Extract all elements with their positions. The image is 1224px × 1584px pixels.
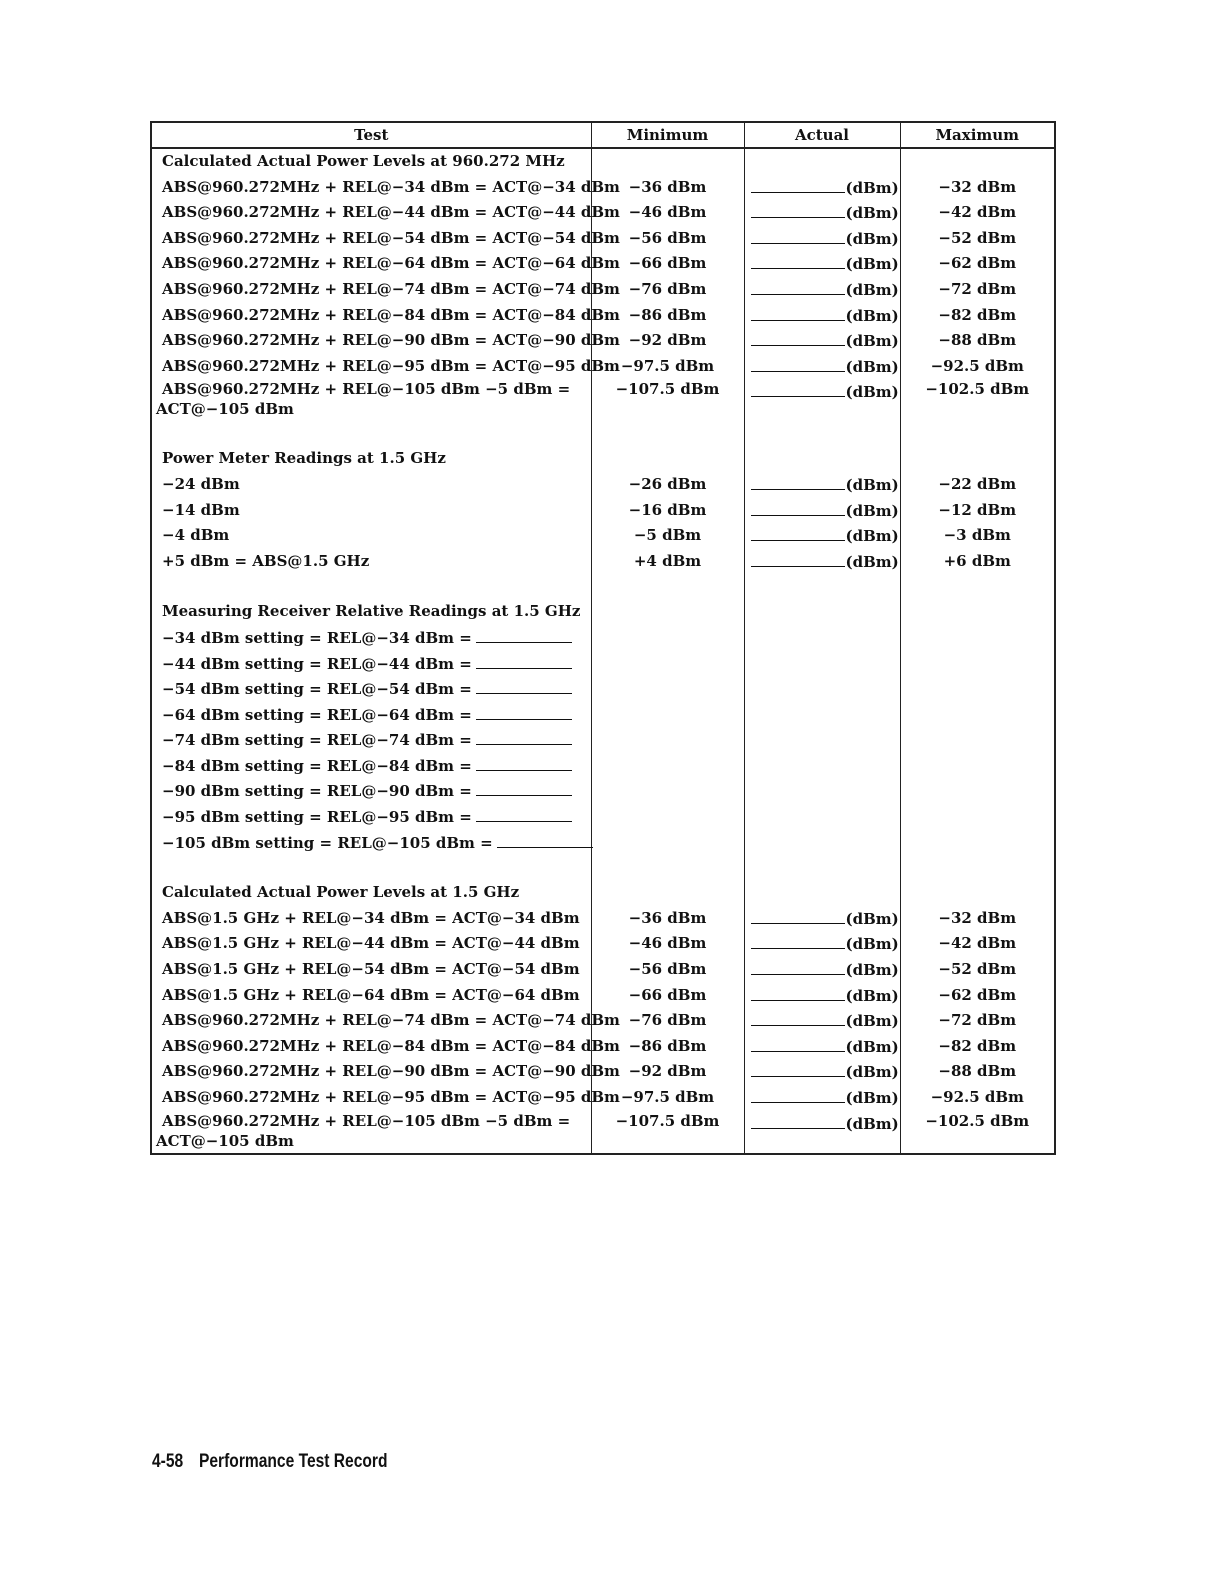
section-spacer (745, 574, 900, 599)
test-text: ABS@1.5 GHz + REL@−44 dBm = ACT@−44 dBm (162, 934, 580, 953)
test-text: ABS@960.272MHz + REL@−74 dBm = ACT@−74 dBm (162, 279, 620, 298)
table-body-row (151, 148, 1055, 1154)
actual-unit: (dBm) (845, 357, 899, 376)
actual-entry (745, 676, 900, 702)
test-text: −44 dBm setting = REL@−44 dBm = (162, 654, 472, 673)
actual-entry (745, 498, 900, 524)
empty-cell (592, 880, 744, 906)
actual-unit: (dBm) (845, 986, 899, 1005)
actual-entry (745, 472, 900, 498)
minimum-value (592, 676, 744, 702)
test-description (152, 702, 591, 728)
reading-entry-blank[interactable] (476, 727, 572, 745)
section-spacer (592, 574, 744, 599)
empty-cell (745, 149, 900, 175)
actual-entry (745, 778, 900, 804)
actual-entry (745, 983, 900, 1009)
actual-unit: (dBm) (845, 475, 899, 494)
test-description (152, 175, 620, 201)
minimum-value: −76 dBm (628, 279, 707, 298)
maximum-value: −72 dBm (938, 279, 1017, 298)
minimum-value (592, 702, 744, 728)
minimum-value: −107.5 dBm (615, 380, 720, 399)
actual-entry-blank[interactable] (751, 328, 845, 346)
actual-entry-blank[interactable] (751, 931, 845, 949)
test-column (151, 148, 620, 1154)
test-description (152, 549, 591, 575)
test-description (152, 354, 620, 380)
reading-entry-blank[interactable] (476, 651, 572, 669)
empty-cell (901, 149, 1055, 175)
actual-entry (745, 753, 900, 779)
actual-entry-blank[interactable] (751, 1034, 845, 1052)
header-maximum: Maximum (900, 122, 1055, 148)
test-text-continued: ACT@−105 dBm (156, 1131, 294, 1150)
actual-entry (745, 549, 900, 575)
empty-cell (745, 446, 900, 472)
maximum-value: −102.5 dBm (925, 380, 1030, 399)
empty-cell (745, 599, 900, 625)
actual-unit: (dBm) (845, 280, 899, 299)
actual-entry (745, 906, 900, 932)
test-text: ABS@960.272MHz + REL@−84 dBm = ACT@−84 dBm (162, 1036, 620, 1055)
test-text: −90 dBm setting = REL@−90 dBm = (162, 782, 472, 801)
test-description (152, 983, 591, 1009)
test-description (152, 957, 591, 983)
maximum-value (901, 753, 1055, 779)
test-description (152, 651, 591, 677)
test-description (152, 328, 620, 354)
actual-entry (745, 354, 900, 380)
maximum-value: −102.5 dBm (925, 1111, 1030, 1130)
actual-entry (745, 830, 900, 856)
test-description (152, 931, 591, 957)
maximum-value: +6 dBm (943, 551, 1011, 570)
test-text: ABS@960.272MHz + REL@−54 dBm = ACT@−54 dBm (162, 228, 620, 247)
test-text: ABS@960.272MHz + REL@−44 dBm = ACT@−44 dBm (162, 203, 620, 222)
section-spacer (152, 421, 591, 446)
section-spacer (592, 855, 744, 880)
actual-entry-blank[interactable] (751, 277, 845, 295)
reading-entry-blank[interactable] (497, 830, 593, 848)
maximum-value (901, 727, 1055, 753)
actual-unit: (dBm) (845, 332, 899, 351)
actual-entry (745, 277, 900, 303)
minimum-value: −46 dBm (628, 203, 707, 222)
actual-unit: (dBm) (845, 178, 899, 197)
test-text: −34 dBm setting = REL@−34 dBm = (162, 628, 472, 647)
minimum-value: −97.5 dBm (620, 1088, 715, 1106)
actual-entry-blank[interactable] (751, 957, 845, 975)
empty-cell (592, 149, 744, 175)
actual-unit: (dBm) (845, 1063, 899, 1082)
reading-entry-blank[interactable] (476, 778, 572, 796)
actual-unit: (dBm) (845, 1012, 899, 1031)
test-description (152, 676, 591, 702)
maximum-value: −3 dBm (943, 526, 1011, 545)
test-record-table-wrap (150, 121, 1054, 1155)
test-text: −4 dBm (162, 526, 230, 545)
minimum-value (592, 830, 744, 856)
empty-cell (592, 446, 744, 472)
test-text: −74 dBm setting = REL@−74 dBm = (162, 731, 472, 750)
reading-entry-blank[interactable] (476, 676, 572, 694)
performance-test-record-table (150, 121, 1056, 1155)
test-text: −54 dBm setting = REL@−54 dBm = (162, 680, 472, 699)
test-text: ABS@960.272MHz + REL@−90 dBm = ACT@−90 dBm (162, 1062, 620, 1081)
minimum-value (592, 753, 744, 779)
test-text: ABS@960.272MHz + REL@−105 dBm −5 dBm = (162, 1111, 571, 1130)
maximum-value: −22 dBm (938, 474, 1017, 493)
minimum-value (592, 804, 744, 830)
minimum-value: +4 dBm (633, 551, 702, 570)
actual-entry (745, 1008, 900, 1034)
maximum-value (901, 804, 1055, 830)
test-text: ABS@960.272MHz + REL@−105 dBm −5 dBm = (162, 380, 571, 399)
maximum-column (900, 148, 1055, 1154)
maximum-value (901, 625, 1055, 651)
actual-entry (745, 200, 900, 226)
actual-entry (745, 1111, 900, 1153)
actual-unit: (dBm) (845, 255, 899, 274)
actual-unit: (dBm) (845, 1114, 899, 1133)
actual-entry-blank[interactable] (751, 1008, 845, 1026)
actual-entry (745, 957, 900, 983)
minimum-value: −26 dBm (628, 474, 707, 493)
minimum-value: −16 dBm (628, 500, 707, 519)
actual-entry-blank[interactable] (751, 379, 845, 397)
header-minimum: Minimum (591, 122, 744, 148)
empty-cell (745, 880, 900, 906)
test-text: ABS@1.5 GHz + REL@−54 dBm = ACT@−54 dBm (162, 960, 580, 979)
test-description (152, 804, 591, 830)
test-description (152, 830, 591, 856)
minimum-value: −66 dBm (628, 254, 707, 273)
test-text: ABS@1.5 GHz + REL@−34 dBm = ACT@−34 dBm (162, 908, 580, 927)
actual-entry (745, 804, 900, 830)
test-text: ABS@960.272MHz + REL@−34 dBm = ACT@−34 dBm (162, 177, 620, 196)
actual-entry-blank[interactable] (751, 523, 845, 541)
empty-cell (901, 446, 1055, 472)
header-actual: Actual (744, 122, 900, 148)
test-description (152, 277, 620, 303)
minimum-value: −92 dBm (628, 331, 707, 350)
maximum-value: −32 dBm (938, 177, 1017, 196)
actual-unit: (dBm) (845, 306, 899, 325)
minimum-value: −86 dBm (628, 305, 707, 324)
actual-unit: (dBm) (845, 204, 899, 223)
actual-entry (745, 379, 900, 421)
test-text: ABS@960.272MHz + REL@−90 dBm = ACT@−90 dBm (162, 331, 620, 350)
maximum-value: −88 dBm (938, 1062, 1017, 1081)
section-spacer (592, 421, 744, 446)
minimum-value (592, 625, 744, 651)
empty-cell (901, 880, 1055, 906)
section-spacer (152, 574, 591, 599)
minimum-value: −36 dBm (628, 908, 707, 927)
minimum-value: −76 dBm (628, 1011, 707, 1030)
actual-entry (745, 625, 900, 651)
actual-entry-blank[interactable] (751, 1111, 845, 1129)
actual-unit: (dBm) (845, 1037, 899, 1056)
page-number: 4-58 (152, 1451, 184, 1472)
reading-entry-blank[interactable] (476, 753, 572, 771)
actual-unit: (dBm) (845, 552, 899, 571)
section-heading: Power Meter Readings at 1.5 GHz (162, 449, 446, 468)
test-text: −84 dBm setting = REL@−84 dBm = (162, 756, 472, 775)
actual-entry-blank[interactable] (751, 549, 845, 567)
minimum-value: −56 dBm (628, 960, 707, 979)
section-heading: Calculated Actual Power Levels at 1.5 GHz (162, 883, 520, 902)
test-description (152, 778, 591, 804)
footer-title: Performance Test Record (198, 1451, 388, 1472)
test-description (152, 200, 620, 226)
section-spacer (901, 574, 1055, 599)
test-text: ABS@960.272MHz + REL@−84 dBm = ACT@−84 dBm (162, 305, 620, 324)
maximum-value: −42 dBm (938, 934, 1017, 953)
actual-entry (745, 303, 900, 329)
minimum-value: −66 dBm (628, 985, 707, 1004)
actual-entry-blank[interactable] (751, 906, 845, 924)
maximum-value: −12 dBm (938, 500, 1017, 519)
section-spacer (745, 855, 900, 880)
actual-unit: (dBm) (845, 935, 899, 954)
minimum-value: −36 dBm (628, 177, 707, 196)
test-description (152, 753, 591, 779)
actual-entry (745, 702, 900, 728)
test-description (152, 1059, 620, 1085)
test-description (152, 1034, 620, 1060)
table-header-row (151, 122, 1055, 148)
actual-unit: (dBm) (845, 229, 899, 248)
empty-cell (592, 599, 744, 625)
actual-unit: (dBm) (845, 501, 899, 520)
maximum-value (901, 676, 1055, 702)
minimum-value (592, 727, 744, 753)
actual-entry-blank[interactable] (751, 303, 845, 321)
test-description (152, 1008, 620, 1034)
test-text: −105 dBm setting = REL@−105 dBm = (162, 833, 493, 852)
actual-entry-blank[interactable] (751, 175, 845, 193)
maximum-value: −82 dBm (938, 305, 1017, 324)
actual-entry-blank[interactable] (751, 354, 845, 372)
test-description (152, 727, 591, 753)
actual-unit: (dBm) (845, 383, 899, 402)
test-text: −64 dBm setting = REL@−64 dBm = (162, 705, 472, 724)
maximum-value (901, 830, 1055, 856)
minimum-value: −5 dBm (633, 526, 702, 545)
minimum-column (591, 148, 744, 1154)
actual-entry-blank[interactable] (751, 200, 845, 218)
actual-entry-blank[interactable] (751, 1059, 845, 1077)
minimum-value: −56 dBm (628, 228, 707, 247)
test-text: +5 dBm = ABS@1.5 GHz (162, 551, 370, 570)
maximum-value (901, 702, 1055, 728)
test-description (152, 1111, 591, 1153)
maximum-value: −82 dBm (938, 1036, 1017, 1055)
minimum-value: −86 dBm (628, 1036, 707, 1055)
actual-column (744, 148, 900, 1154)
test-description (152, 906, 591, 932)
section-spacer (901, 855, 1055, 880)
actual-entry (745, 1059, 900, 1085)
maximum-value: −62 dBm (938, 985, 1017, 1004)
maximum-value (901, 651, 1055, 677)
actual-entry-blank[interactable] (751, 251, 845, 269)
test-description (152, 498, 591, 524)
actual-entry (745, 651, 900, 677)
actual-entry (745, 226, 900, 252)
empty-cell (901, 599, 1055, 625)
actual-unit: (dBm) (845, 909, 899, 928)
section-spacer (901, 421, 1055, 446)
reading-entry-blank[interactable] (476, 702, 572, 720)
minimum-value: −97.5 dBm (620, 356, 715, 375)
actual-unit: (dBm) (845, 1089, 899, 1107)
section-heading: Measuring Receiver Relative Readings at 1.5 GHz (162, 602, 581, 621)
test-text: ABS@960.272MHz + REL@−95 dBm = ACT@−95 dBm (162, 356, 620, 375)
reading-entry-blank[interactable] (476, 804, 572, 822)
test-text: ABS@960.272MHz + REL@−64 dBm = ACT@−64 dBm (162, 254, 620, 273)
test-text: ABS@960.272MHz + REL@−74 dBm = ACT@−74 dBm (162, 1011, 620, 1030)
maximum-value: −42 dBm (938, 203, 1017, 222)
maximum-value: −32 dBm (938, 908, 1017, 927)
test-description (152, 625, 591, 651)
actual-entry-blank[interactable] (751, 498, 845, 516)
maximum-value (901, 778, 1055, 804)
actual-entry (745, 1034, 900, 1060)
maximum-value: −72 dBm (938, 1011, 1017, 1030)
test-description (152, 1085, 620, 1111)
maximum-value: −88 dBm (938, 331, 1017, 350)
test-description (152, 251, 620, 277)
test-description (152, 303, 620, 329)
actual-entry (745, 1085, 900, 1111)
actual-entry (745, 328, 900, 354)
test-text: −95 dBm setting = REL@−95 dBm = (162, 808, 472, 827)
page-footer (152, 1451, 387, 1473)
maximum-value: −52 dBm (938, 960, 1017, 979)
actual-entry-blank[interactable] (751, 983, 845, 1001)
minimum-value (592, 651, 744, 677)
maximum-value: −92.5 dBm (930, 1088, 1024, 1106)
actual-entry-blank[interactable] (751, 226, 845, 244)
test-description (152, 379, 591, 421)
maximum-value: −62 dBm (938, 254, 1017, 273)
minimum-value: −107.5 dBm (615, 1111, 720, 1130)
section-spacer (745, 421, 900, 446)
maximum-value: −92.5 dBm (930, 356, 1024, 375)
test-description (152, 523, 591, 549)
actual-unit: (dBm) (845, 961, 899, 980)
test-text: ABS@960.272MHz + REL@−95 dBm = ACT@−95 dBm (162, 1088, 620, 1106)
minimum-value: −92 dBm (628, 1062, 707, 1081)
minimum-value: −46 dBm (628, 934, 707, 953)
minimum-value (592, 778, 744, 804)
actual-entry-blank[interactable] (751, 1085, 845, 1103)
test-text: −24 dBm (162, 474, 240, 493)
actual-entry (745, 727, 900, 753)
actual-entry (745, 175, 900, 201)
test-description (152, 472, 591, 498)
actual-entry (745, 523, 900, 549)
section-spacer (152, 855, 591, 880)
test-text-continued: ACT@−105 dBm (156, 400, 294, 419)
actual-entry-blank[interactable] (751, 472, 845, 490)
test-text: −14 dBm (162, 500, 240, 519)
header-test: Test (151, 122, 591, 148)
actual-unit: (dBm) (845, 527, 899, 546)
actual-entry (745, 931, 900, 957)
section-heading: Calculated Actual Power Levels at 960.272 MHz (162, 152, 565, 170)
actual-entry (745, 251, 900, 277)
test-description (152, 226, 620, 252)
test-text: ABS@1.5 GHz + REL@−64 dBm = ACT@−64 dBm (162, 985, 580, 1004)
maximum-value: −52 dBm (938, 228, 1017, 247)
reading-entry-blank[interactable] (476, 625, 572, 643)
